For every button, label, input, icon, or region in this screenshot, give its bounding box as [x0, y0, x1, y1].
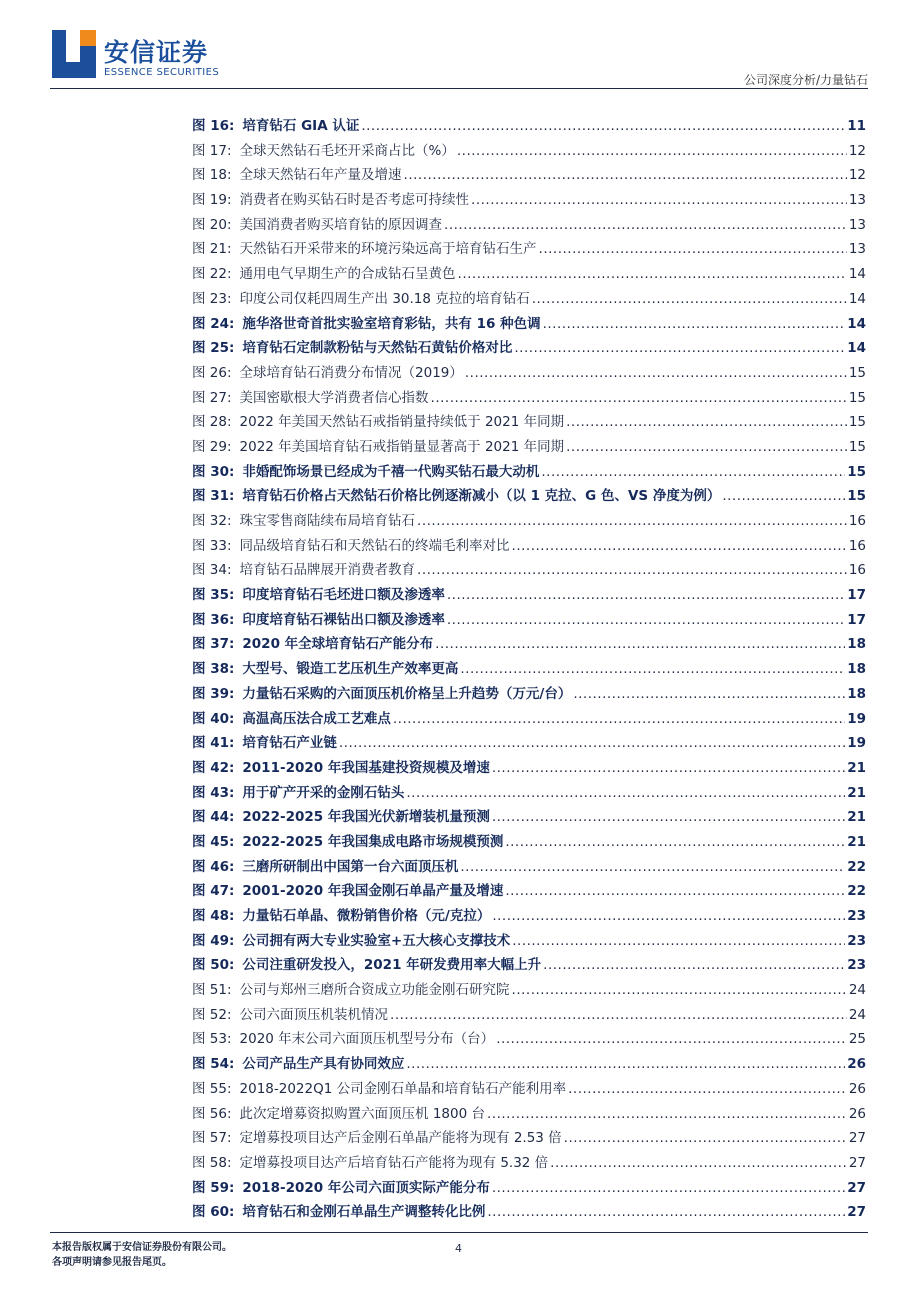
figure-title: 公司六面顶压机装机情况 — [239, 1006, 389, 1023]
figure-page-number: 16 — [848, 562, 866, 579]
toc-entry[interactable] — [192, 879, 866, 904]
toc-entry[interactable] — [192, 1077, 866, 1102]
figure-page-number: 17 — [847, 611, 866, 628]
dot-leader — [339, 735, 845, 751]
figure-label: 图 40: — [192, 710, 235, 727]
figure-title: 2018-2020 年公司六面顶实际产能分布 — [242, 1179, 490, 1196]
figure-label: 图 56: — [192, 1105, 232, 1122]
figure-page-number: 15 — [847, 488, 866, 505]
figure-title: 2020 年末公司六面顶压机型号分布（台） — [239, 1031, 495, 1048]
figure-label: 图 28: — [192, 414, 232, 431]
figure-label: 图 25: — [192, 340, 235, 357]
dot-leader — [543, 957, 845, 973]
figure-label: 图 38: — [192, 661, 235, 678]
figure-title: 施华洛世奇首批实验室培育彩钻，共有 16 种色调 — [242, 315, 541, 332]
essence-logo-icon — [52, 30, 96, 78]
toc-entry[interactable] — [192, 830, 866, 855]
dot-leader — [487, 1204, 845, 1220]
figure-page-number: 27 — [847, 1204, 866, 1221]
figure-label: 图 23: — [192, 290, 232, 307]
figure-label: 图 42: — [192, 759, 235, 776]
figure-label: 图 55: — [192, 1080, 232, 1097]
dot-leader — [566, 414, 847, 430]
figure-title: 2011-2020 年我国基建投资规模及增速 — [242, 759, 490, 776]
figure-title: 公司产品生产具有协同效应 — [242, 1056, 405, 1073]
dot-leader — [393, 711, 845, 727]
figure-label: 图 50: — [192, 957, 235, 974]
figure-title: 2022-2025 年我国光伏新增装机量预测 — [242, 809, 490, 826]
dot-leader — [543, 316, 846, 332]
figure-title: 培育钻石价格占天然钻石价格比例逐渐减小（以 1 克拉、G 色、VS 净度为例） — [242, 488, 721, 505]
toc-entry[interactable] — [192, 805, 866, 830]
figure-label: 图 44: — [192, 809, 235, 826]
figure-title: 用于矿产开采的金刚石钻头 — [242, 784, 405, 801]
dot-leader — [458, 266, 847, 282]
dot-leader — [512, 538, 847, 554]
toc-entry[interactable] — [192, 163, 866, 188]
figure-label: 图 21: — [192, 241, 232, 258]
toc-entry[interactable] — [192, 632, 866, 657]
toc-entry[interactable] — [192, 410, 866, 435]
figure-page-number: 27 — [848, 1154, 866, 1171]
figure-title: 培育钻石品牌展开消费者教育 — [239, 562, 416, 579]
figure-label: 图 45: — [192, 833, 235, 850]
figure-title: 公司拥有两大专业实验室+五大核心支撑技术 — [242, 932, 511, 949]
figure-page-number: 12 — [848, 167, 866, 184]
figure-title: 大型号、锻造工艺压机生产效率更高 — [242, 661, 459, 678]
dot-leader — [505, 883, 845, 899]
figure-page-number: 15 — [848, 389, 866, 406]
figure-label: 图 47: — [192, 883, 235, 900]
toc-entry[interactable] — [192, 1027, 866, 1052]
figure-page-number: 12 — [848, 142, 866, 159]
dot-leader — [550, 1155, 847, 1171]
dot-leader — [492, 908, 845, 924]
figure-title: 珠宝零售商陆续布局培育钻石 — [239, 513, 416, 529]
figure-page-number: 24 — [848, 982, 866, 999]
figure-title: 2018-2022Q1 公司金刚石单晶和培育钻石产能利用率 — [239, 1080, 567, 1097]
figure-page-number: 14 — [848, 290, 866, 307]
figure-page-number: 21 — [847, 809, 866, 826]
dot-leader — [417, 513, 847, 529]
dot-leader — [514, 340, 845, 356]
figure-title: 印度培育钻石毛坯进口额及渗透率 — [242, 587, 445, 604]
toc-entry[interactable] — [192, 1003, 866, 1028]
figure-page-number: 16 — [848, 537, 866, 554]
figure-label: 图 51: — [192, 982, 232, 999]
figure-page-number: 15 — [848, 438, 866, 455]
toc-entry[interactable] — [192, 237, 866, 262]
figure-title: 此次定增募资拟购置六面顶压机 1800 台 — [239, 1105, 485, 1122]
figure-page-number: 23 — [847, 932, 866, 949]
document-type: 公司深度分析/力量钻石 — [743, 73, 868, 87]
figure-title: 公司注重研发投入，2021 年研发费用率大幅上升 — [242, 957, 542, 974]
dot-leader — [532, 291, 847, 307]
page-header — [0, 0, 920, 92]
toc-entry[interactable] — [192, 558, 866, 583]
figure-title: 同品级培育钻石和天然钻石的终端毛利率对比 — [239, 537, 510, 554]
figure-page-number: 26 — [848, 1080, 866, 1097]
toc-entry[interactable] — [192, 484, 866, 509]
figure-page-number: 19 — [847, 710, 866, 727]
figure-label: 图 18: — [192, 167, 232, 184]
dot-leader — [566, 439, 847, 455]
figure-label: 图 36: — [192, 611, 235, 628]
dot-leader — [431, 390, 847, 406]
figure-page-number: 21 — [847, 784, 866, 801]
toc-entry[interactable] — [192, 188, 866, 213]
figure-title: 定增募投项目达产后金刚石单晶产能将为现有 2.53 倍 — [239, 1130, 562, 1147]
figure-title: 美国消费者购买培育钻的原因调查 — [239, 216, 443, 233]
figure-label: 图 60: — [192, 1204, 235, 1221]
toc-entry[interactable] — [192, 682, 866, 707]
figure-label: 图 24: — [192, 315, 235, 332]
dot-leader — [512, 982, 847, 998]
toc-entry[interactable] — [192, 509, 866, 534]
figure-title: 全球天然钻石年产量及增速 — [239, 167, 402, 184]
figure-title: 全球培育钻石消费分布情况（2019） — [239, 364, 463, 381]
dot-leader — [492, 760, 845, 776]
figure-title: 培育钻石定制款粉钻与天然钻石黄钻价格对比 — [242, 340, 513, 357]
page-number: 4 — [455, 1242, 462, 1255]
figure-label: 图 48: — [192, 908, 235, 924]
toc-entry[interactable] — [192, 336, 866, 361]
figure-label: 图 53: — [192, 1031, 232, 1048]
toc-entry[interactable] — [192, 781, 866, 806]
figure-page-number: 27 — [848, 1130, 866, 1147]
figure-page-number: 18 — [847, 661, 866, 678]
figure-index-list — [192, 114, 866, 1225]
figure-title: 培育钻石和金刚石单晶生产调整转化比例 — [242, 1204, 486, 1221]
figure-page-number: 25 — [848, 1031, 866, 1048]
dot-leader — [460, 661, 845, 677]
toc-entry[interactable] — [192, 312, 866, 337]
dot-leader — [496, 1031, 847, 1047]
figure-page-number: 17 — [847, 587, 866, 604]
toc-entry[interactable] — [192, 1151, 866, 1176]
figure-title: 力量钻石单晶、微粉销售价格（元/克拉） — [242, 908, 491, 924]
figure-label: 图 17: — [192, 142, 232, 159]
dot-leader — [390, 1007, 847, 1023]
toc-entry[interactable] — [192, 929, 866, 954]
figure-label: 图 30: — [192, 463, 235, 480]
figure-title: 培育钻石 GIA 认证 — [242, 118, 360, 134]
dot-leader — [492, 1180, 845, 1196]
figure-page-number: 21 — [847, 833, 866, 850]
figure-label: 图 57: — [192, 1130, 232, 1147]
dot-leader — [512, 933, 845, 949]
dot-leader — [435, 636, 845, 652]
figure-page-number: 18 — [847, 636, 866, 653]
toc-entry[interactable] — [192, 1102, 866, 1127]
toc-entry[interactable] — [192, 904, 866, 929]
figure-label: 图 46: — [192, 858, 235, 875]
figure-page-number: 13 — [848, 216, 866, 233]
figure-label: 图 49: — [192, 932, 235, 949]
figure-page-number: 13 — [848, 192, 866, 209]
toc-entry[interactable] — [192, 953, 866, 978]
figure-page-number: 27 — [847, 1179, 866, 1196]
dot-leader — [487, 1106, 847, 1122]
toc-entry[interactable] — [192, 1126, 866, 1151]
figure-label: 图 16: — [192, 118, 235, 134]
dot-leader — [406, 785, 845, 801]
figure-label: 图 34: — [192, 562, 232, 579]
figure-label: 图 37: — [192, 636, 235, 653]
figure-title: 三磨所研制出中国第一台六面顶压机 — [242, 858, 459, 875]
figure-page-number: 15 — [848, 364, 866, 381]
figure-title: 2001-2020 年我国金刚石单晶产量及增速 — [242, 883, 504, 900]
toc-entry[interactable] — [192, 978, 866, 1003]
toc-entry[interactable] — [192, 534, 866, 559]
figure-page-number: 14 — [847, 315, 866, 332]
disclaimer-line-1: 本报告版权属于安信证券股份有限公司。 — [52, 1242, 232, 1253]
toc-entry[interactable] — [192, 657, 866, 682]
figure-title: 印度培育钻石裸钻出口额及渗透率 — [242, 611, 445, 628]
dot-leader — [447, 587, 845, 603]
figure-page-number: 21 — [847, 759, 866, 776]
dot-leader — [417, 562, 847, 578]
figure-page-number: 24 — [848, 1006, 866, 1023]
toc-entry[interactable] — [192, 139, 866, 164]
figure-title: 非婚配饰场景已经成为千禧一代购买钻石最大动机 — [242, 463, 540, 480]
figure-page-number: 18 — [847, 685, 866, 702]
figure-title: 全球天然钻石毛坯开采商占比（%） — [239, 142, 455, 159]
figure-label: 图 29: — [192, 438, 232, 455]
toc-entry[interactable] — [192, 213, 866, 238]
dot-leader — [564, 1130, 847, 1146]
figure-title: 2020 年全球培育钻石产能分布 — [242, 636, 434, 653]
figure-label: 图 35: — [192, 587, 235, 604]
figure-label: 图 20: — [192, 216, 232, 233]
toc-entry[interactable] — [192, 435, 866, 460]
figure-label: 图 32: — [192, 513, 232, 529]
figure-label: 图 58: — [192, 1154, 232, 1171]
figure-title: 定增募投项目达产后培育钻石产能将为现有 5.32 倍 — [239, 1154, 549, 1171]
dot-leader — [573, 686, 845, 702]
figure-page-number: 23 — [847, 908, 866, 924]
dot-leader — [406, 1056, 845, 1072]
figure-label: 图 22: — [192, 266, 232, 283]
dot-leader — [568, 1081, 847, 1097]
brand-name-cn: 安信证券 — [104, 38, 209, 67]
footer-divider — [50, 1232, 868, 1233]
figure-label: 图 19: — [192, 192, 232, 209]
toc-entry[interactable] — [192, 386, 866, 411]
figure-page-number: 19 — [847, 735, 866, 752]
figure-title: 印度公司仅耗四周生产出 30.18 克拉的培育钻石 — [239, 290, 530, 307]
figure-label: 图 54: — [192, 1056, 235, 1073]
figure-page-number: 11 — [847, 118, 866, 134]
figure-title: 天然钻石开采带来的环境污染远高于培育钻石生产 — [239, 241, 537, 258]
figure-title: 2022 年美国培育钻石戒指销量显著高于 2021 年同期 — [239, 438, 565, 455]
dot-leader — [541, 464, 845, 480]
figure-label: 图 59: — [192, 1179, 235, 1196]
figure-page-number: 22 — [847, 883, 866, 900]
toc-entry[interactable] — [192, 361, 866, 386]
toc-entry[interactable] — [192, 583, 866, 608]
figure-title: 2022 年美国天然钻石戒指销量持续低于 2021 年同期 — [239, 414, 565, 431]
figure-label: 图 31: — [192, 488, 235, 505]
dot-leader — [361, 118, 845, 134]
toc-entry[interactable] — [192, 608, 866, 633]
figure-title: 高温高压法合成工艺难点 — [242, 710, 391, 727]
figure-page-number: 14 — [848, 266, 866, 283]
figure-title: 力量钻石采购的六面顶压机价格呈上升趋势（万元/台） — [242, 685, 572, 702]
toc-entry[interactable] — [192, 287, 866, 312]
dot-leader — [460, 859, 845, 875]
brand-name-en: ESSENCE SECURITIES — [104, 67, 220, 78]
figure-page-number: 26 — [847, 1056, 866, 1073]
header-divider — [50, 88, 868, 89]
figure-label: 图 26: — [192, 364, 232, 381]
figure-title: 消费者在购买钻石时是否考虑可持续性 — [239, 192, 470, 209]
figure-page-number: 26 — [848, 1105, 866, 1122]
figure-page-number: 15 — [847, 463, 866, 480]
figure-label: 图 52: — [192, 1006, 232, 1023]
dot-leader — [492, 809, 845, 825]
figure-page-number: 23 — [847, 957, 866, 974]
figure-page-number: 22 — [847, 858, 866, 875]
figure-label: 图 43: — [192, 784, 235, 801]
figure-page-number: 16 — [848, 513, 866, 529]
toc-entry[interactable] — [192, 731, 866, 756]
figure-title: 培育钻石产业链 — [242, 735, 337, 752]
figure-page-number: 13 — [848, 241, 866, 258]
disclaimer-line-2: 各项声明请参见报告尾页。 — [52, 1257, 172, 1268]
dot-leader — [471, 192, 847, 208]
figure-title: 2022-2025 年我国集成电路市场规模预测 — [242, 833, 504, 850]
dot-leader — [539, 241, 847, 257]
toc-entry[interactable] — [192, 1200, 866, 1225]
dot-leader — [457, 143, 847, 159]
figure-page-number: 14 — [847, 340, 866, 357]
figure-title: 公司与郑州三磨所合资成立功能金刚石研究院 — [239, 982, 510, 999]
figure-label: 图 39: — [192, 685, 235, 702]
toc-entry[interactable] — [192, 460, 866, 485]
figure-page-number: 15 — [848, 414, 866, 431]
toc-entry[interactable] — [192, 855, 866, 880]
toc-entry[interactable] — [192, 114, 866, 139]
footer-disclaimer — [52, 1240, 232, 1270]
dot-leader — [447, 612, 845, 628]
toc-entry[interactable] — [192, 707, 866, 732]
toc-entry[interactable] — [192, 262, 866, 287]
dot-leader — [404, 167, 847, 183]
figure-label: 图 33: — [192, 537, 232, 554]
toc-entry[interactable] — [192, 1176, 866, 1201]
figure-label: 图 41: — [192, 735, 235, 752]
dot-leader — [444, 217, 847, 233]
dot-leader — [722, 488, 845, 504]
toc-entry[interactable] — [192, 1052, 866, 1077]
figure-title: 美国密歇根大学消费者信心指数 — [239, 389, 429, 406]
figure-label: 图 27: — [192, 389, 232, 406]
dot-leader — [505, 834, 845, 850]
figure-title: 通用电气早期生产的合成钻石呈黄色 — [239, 266, 456, 283]
toc-entry[interactable] — [192, 756, 866, 781]
dot-leader — [465, 365, 847, 381]
